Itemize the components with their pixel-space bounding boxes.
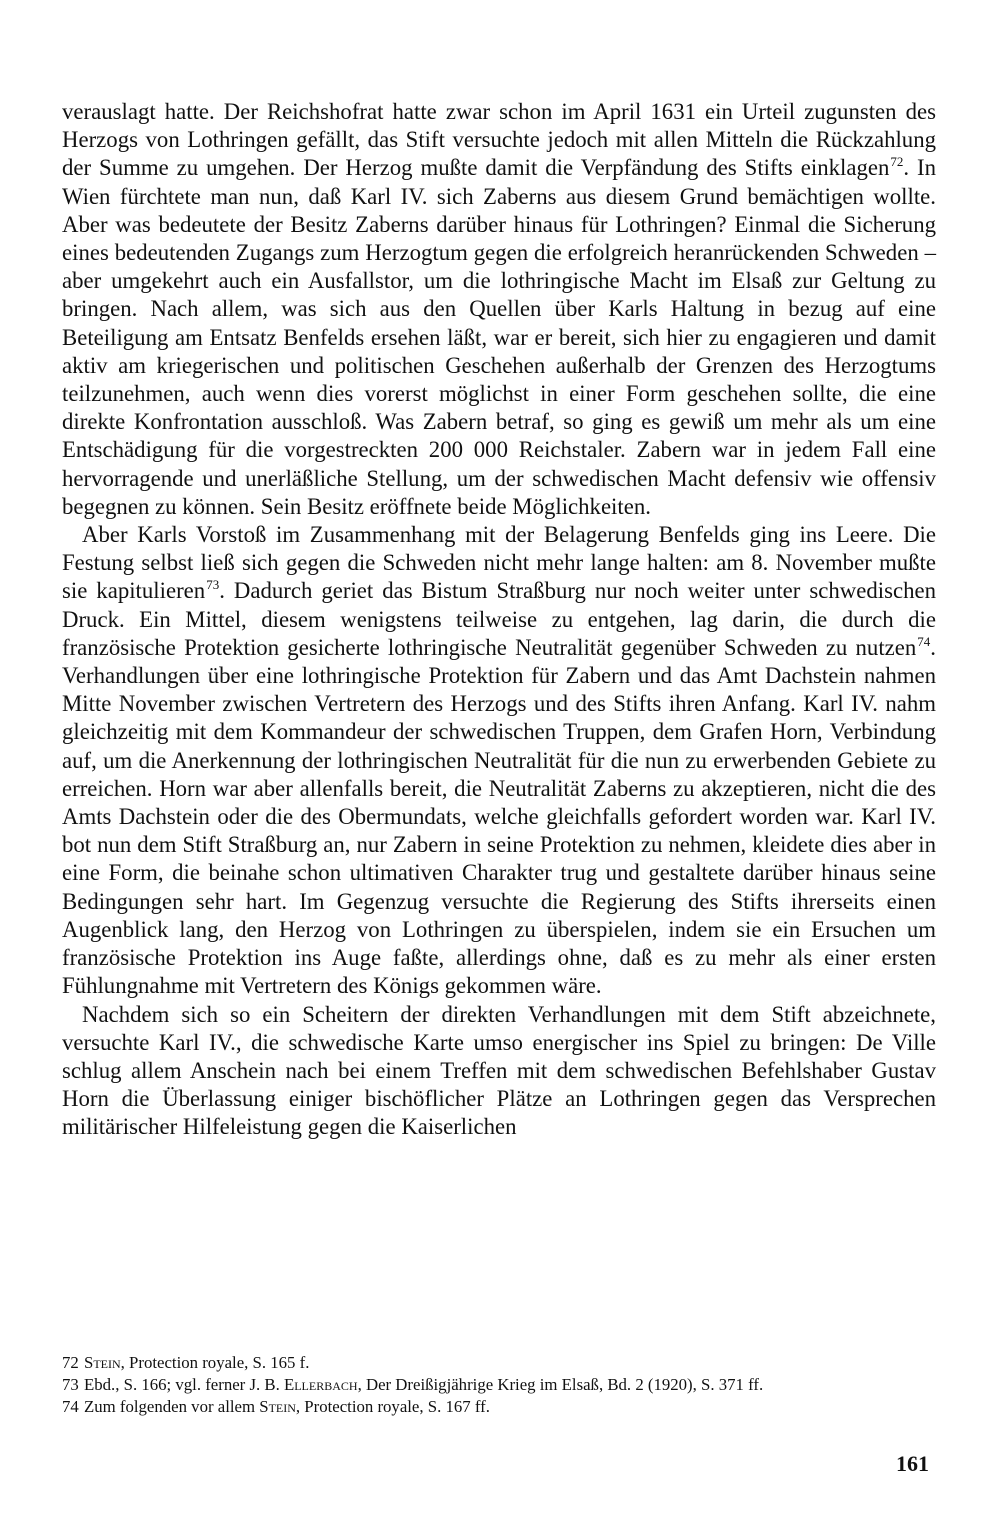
body-text <box>62 98 936 1142</box>
footnote-number: 73 <box>62 1374 79 1394</box>
footnote-number: 74 <box>62 1396 79 1416</box>
footnote-author: Stein <box>84 1353 121 1372</box>
footnote-author: Stein <box>259 1396 296 1416</box>
footnote-ref-73[interactable]: 73 <box>206 577 220 593</box>
footnote-74: 74 Zum folgenden vor allem Stein, Protection royale, S. 167 ff. <box>62 1396 490 1416</box>
footnote-ref-72[interactable]: 72 <box>890 154 904 170</box>
footnote-number: 72 <box>62 1353 79 1372</box>
paragraph-2: Aber Karls Vorstoß im Zusammenhang mit der Belagerung Benfelds ging ins Leere. Die Festung selbst ließ sich gegen die Schweden nicht mehr lange halten: am 8. November mußte sie kapitulieren$^{73}$. Dadurch geriet das Bistum Straßburg nur noch weiter unter schwedischen Druck. Ein Mittel, diesem wenigstens teilweise zu entgehen, lag darin, die durch die französische Protektion gesicherte lothringische Neutralität gegenüber Schweden zu nutzen$^{74}$. Verhandlungen über eine lothringische Protektion für Zabern und das Amt Dachstein nahmen Mitte November zwischen Vertretern des Herzogs und des Stifts ihren Anfang. Karl IV. nahm gleichzeitig mit dem Kommandeur der schwedischen Truppen, dem Grafen Horn, Verbindung auf, um die Anerkennung der lothringischen Neutralität für die nun zu erwerbenden Gebiete zu erreichen. Horn war aber allenfalls bereit, die Neutralität Zaberns zu akzeptieren, nicht die des Amts Dachstein oder die des Obermundats, welche gleichfalls gefordert worden war. Karl IV. bot nun dem Stift Straßburg an, nur Zabern in seine Protektion zu nehmen, kleidete dies aber in eine Form, die beinahe schon ultimativen Charakter trug und gestaltete darüber hinaus seine Bedingungen sehr hart. Im Gegenzug versuchte die Regierung des Stifts ihrerseits einen Augenblick lang, den Herzog von Lothringen zu überspielen, indem sie ein Ersuchen um französische Protektion ins Auge faßte, allerdings ohne, daß es zu mehr als einer ersten Fühlungnahme mit Vertretern des Königs gekommen wäre. <box>62 522 936 999</box>
footnote-ref-74[interactable]: 74 <box>917 633 931 649</box>
footnote-author: Ellerbach <box>283 1374 358 1394</box>
page-number: 161 <box>896 1451 929 1476</box>
footnote-72: 72 Stein, Protection royale, S. 165 f. <box>62 1353 310 1372</box>
footnotes <box>62 1352 936 1417</box>
paragraph-3: Nachdem sich so ein Scheitern der direkten Verhandlungen mit dem Stift abzeichnete, versuchte Karl IV., die schwedische Karte umso energischer ins Spiel zu bringen: De Ville schlug allem Anschein nach bei einem Treffen mit dem schwedischen Befehlshaber Gustav Horn die Überlassung einiger bischöflicher Plätze an Lothringen gegen das Versprechen militärischer Hilfeleistung gegen die Kaiserlichen <box>62 1001 936 1140</box>
footnote-73: 73 Ebd., S. 166; vgl. ferner J. B. Ellerbach, Der Dreißigjährige Krieg im Elsaß, Bd. 2 (1920), S. 371 ff. <box>62 1374 764 1394</box>
paragraph-1: verauslagt hatte. Der Reichshofrat hatte zwar schon im April 1631 ein Urteil zugunsten des Herzogs von Lothringen gefällt, das Stift versuchte jedoch mit allen Mitteln die Rückzahlung der Summe zu umgehen. Der Herzog mußte damit die Verpfändung des Stifts einklagen$^{72}$. In Wien fürchtete man nun, daß Karl IV. sich Zaberns aus diesem Grund bemächtigen wollte. Aber was bedeutete der Besitz Zaberns darüber hinaus für Lothringen? Einmal die Sicherung eines bedeutenden Zugangs zum Herzogtum gegen die erfolgreich heranrückenden Schweden – aber umgekehrt auch ein Ausfallstor, um die lothringische Macht im Elsaß zur Geltung zu bringen. Nach allem, was sich aus den Quellen über Karls Haltung in bezug auf eine Beteiligung am Entsatz Benfelds ersehen läßt, war er bereit, sich hier zu engagieren und damit aktiv am kriegerischen und politischen Geschehen außerhalb der Grenzen des Herzogtums teilzunehmen, auch wenn dies vorerst möglichst in einer Form geschehen sollte, die eine direkte Konfrontation ausschloß. Was Zabern betraf, so ging es gewiß um mehr als um eine Entschädigung für die vorgestreckten 200 000 Reichstaler. Zabern war in jedem Fall eine hervorragende und unerläßliche Stellung, um der schwedischen Macht defensiv wie offensiv begegnen zu können. Sein Besitz eröffnete beide Möglichkeiten. <box>62 99 936 519</box>
